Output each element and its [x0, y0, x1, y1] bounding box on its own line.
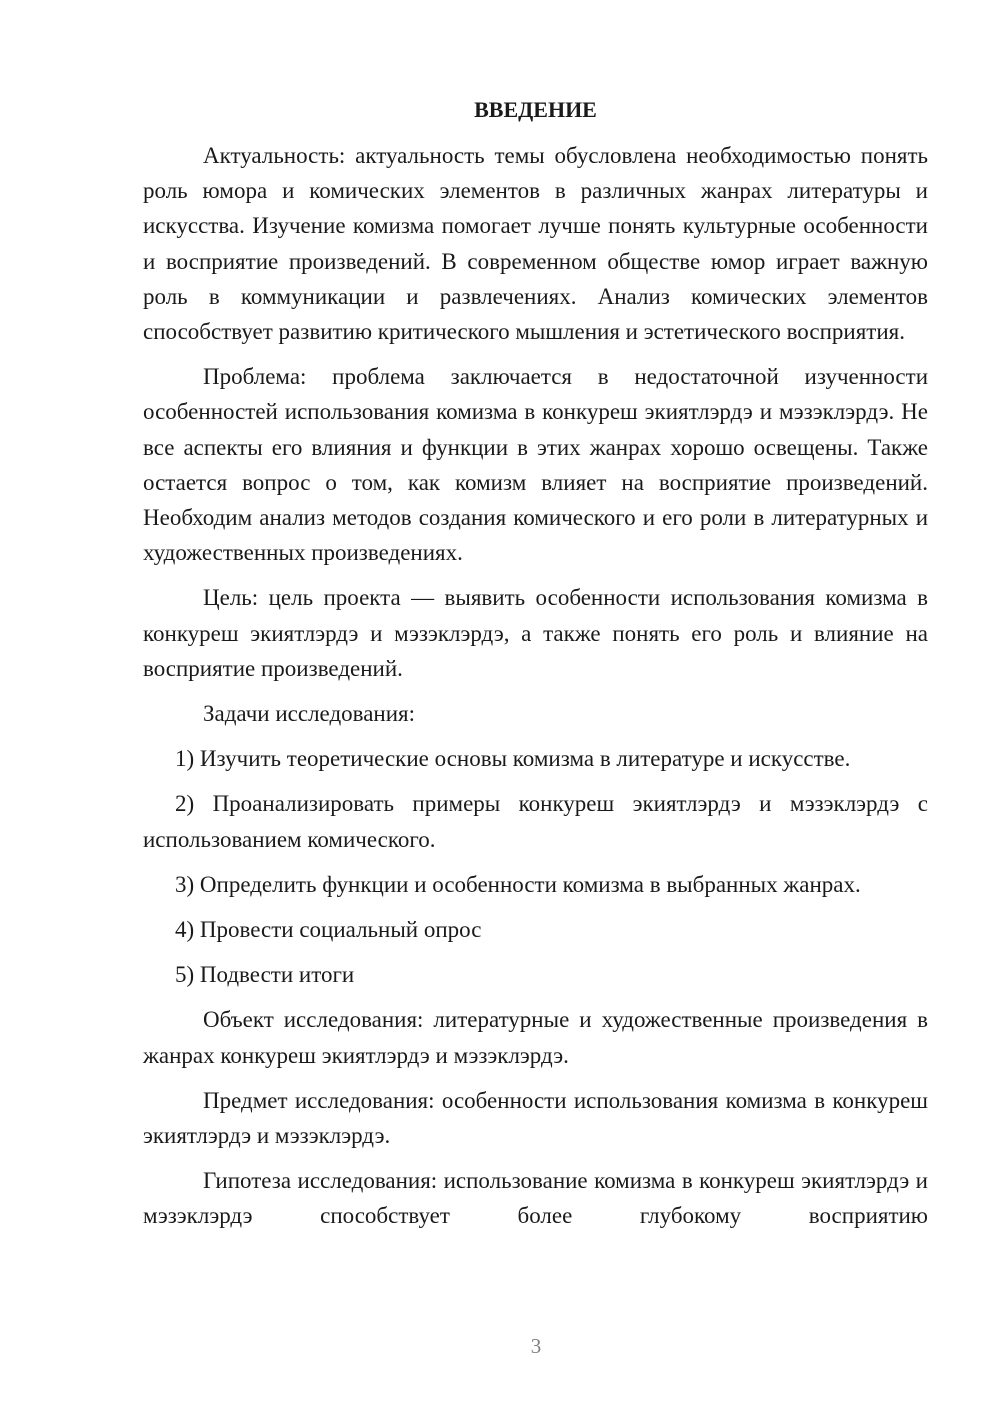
paragraph-problem: Проблема: проблема заключается в недостаточной изученности особенностей использования комизма в конкуреш экиятлэрдэ и мэзэклэрдэ. Не все аспекты его влияния и функции в этих жанрах хорошо освещены. Также остается вопрос о том, как комизм влияет на восприятие произведений. Необходим анализ методов создания комического и его роли в литературных и художественных произведениях. — [143, 364, 928, 566]
task-item-3: 3) Определить функции и особенности комизма в выбранных жанрах. — [175, 871, 861, 897]
section-title: ВВЕДЕНИЕ — [474, 97, 597, 122]
tasks-heading: Задачи исследования: — [203, 701, 416, 727]
page-content — [143, 92, 928, 1244]
page-number: 3 — [530, 1334, 542, 1358]
paragraph-hypothesis: Гипотеза исследования: использование комизма в конкуреш экиятлэрдэ и мэзэклэрдэ способствует более глубокому восприятию — [143, 1168, 928, 1229]
task-item-2: 2) Проанализировать примеры конкуреш экиятлэрдэ и мэзэклэрдэ с использованием комического. — [143, 791, 928, 852]
paragraph-subject: Предмет исследования: особенности использования комизма в конкуреш экиятлэрдэ и мэзэклэрдэ. — [143, 1087, 928, 1149]
paragraph-goal: Цель: цель проекта — выявить особенности использования комизма в конкуреш экиятлэрдэ и мэзэклэрдэ, а также понять его роль и влияние на восприятие произведений. — [143, 585, 928, 681]
task-item-5: 5) Подвести итоги — [175, 962, 355, 988]
paragraph-relevance: Актуальность: актуальность темы обусловлена необходимостью понять роль юмора и комических элементов в различных жанрах литературы и искусства. Изучение комизма помогает лучше понять культурные особенности и восприятие произведений. В современном обществе юмор играет важную роль в коммуникации и развлечениях. Анализ комических элементов способствует развитию критического мышления и эстетического восприятия. — [143, 143, 928, 345]
task-item-4: 4) Провести социальный опрос — [175, 917, 482, 943]
task-item-1: 1) Изучить теоретические основы комизма в литературе и искусстве. — [175, 746, 851, 772]
paragraph-object: Объект исследования: литературные и художественные произведения в жанрах конкуреш экиятлэрдэ и мэзэклэрдэ. — [143, 1007, 928, 1068]
